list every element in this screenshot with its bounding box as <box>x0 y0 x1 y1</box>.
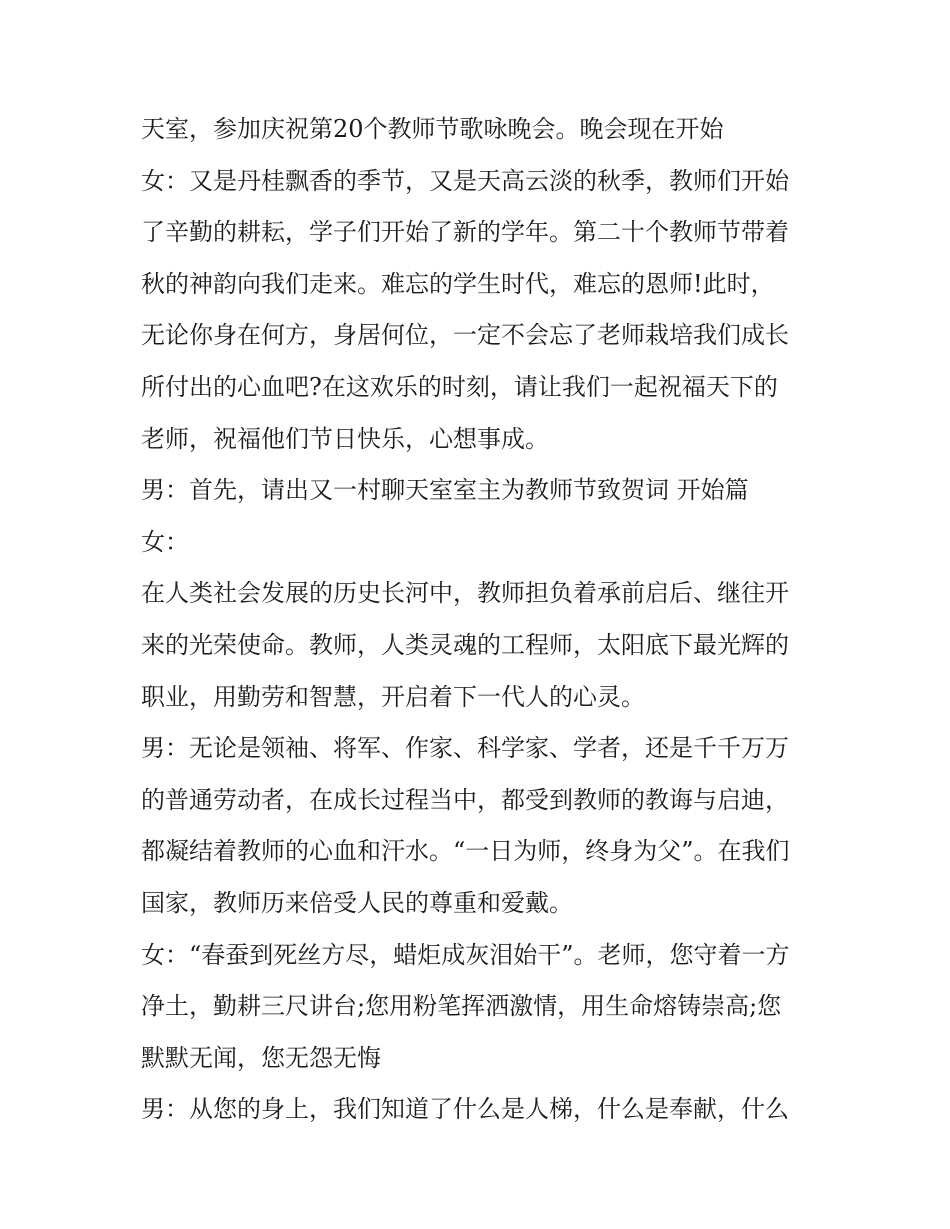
text-line-17: 女：“春蚕到死丝方尽，蜡炬成灰泪始干”。老师，您守着一方 <box>141 940 790 969</box>
text-line-5: 无论你身在何方，身居何位，一定不会忘了老师栽培我们成长 <box>141 321 789 350</box>
text-line-13: 男：无论是领袖、将军、作家、科学家、学者，还是千千万万 <box>141 734 789 763</box>
text-line-14: 的普通劳动者，在成长过程当中，都受到教师的教诲与启迪， <box>141 785 789 814</box>
text-line-8: 男：首先，请出又一村聊天室室主为教师节致贺词 开始篇 <box>141 476 749 505</box>
text-line-2: 女：又是丹桂飘香的季节，又是天高云淡的秋季，教师们开始 <box>141 166 789 195</box>
text-line-11: 来的光荣使命。教师，人类灵魂的工程师，太阳底下最光辉的 <box>141 630 789 659</box>
text-line-6: 所付出的心血吧?在这欢乐的时刻，请让我们一起祝福天下的 <box>141 372 778 401</box>
body-text <box>141 107 821 1139</box>
text-line-20: 男：从您的身上，我们知道了什么是人梯，什么是奉献，什么 <box>141 1095 789 1124</box>
text-line-12: 职业，用勤劳和智慧，开启着下一代人的心灵。 <box>141 682 645 711</box>
text-line-4: 秋的神韵向我们走来。难忘的学生时代，难忘的恩师!此时， <box>141 269 775 298</box>
text-line-9: 女： <box>141 527 189 556</box>
text-line-16: 国家，教师历来倍受人民的尊重和爱戴。 <box>141 888 573 917</box>
text-line-19: 默默无闻，您无怨无悔 <box>141 1043 381 1072</box>
text-line-15: 都凝结着教师的心血和汗水。“一日为师，终身为父”。在我们 <box>141 837 790 866</box>
text-line-7: 老师，祝福他们节日快乐，心想事成。 <box>141 424 549 453</box>
text-line-3: 了辛勤的耕耘，学子们开始了新的学年。第二十个教师节带着 <box>141 218 789 247</box>
text-line-18: 净土，勤耕三尺讲台;您用粉笔挥洒激情，用生命熔铸崇高;您 <box>141 992 782 1021</box>
text-line-10: 在人类社会发展的历史长河中，教师担负着承前启后、继往开 <box>141 579 789 608</box>
text-line-1: 天室，参加庆祝第20个教师节歌咏晚会。晚会现在开始 <box>141 115 724 143</box>
